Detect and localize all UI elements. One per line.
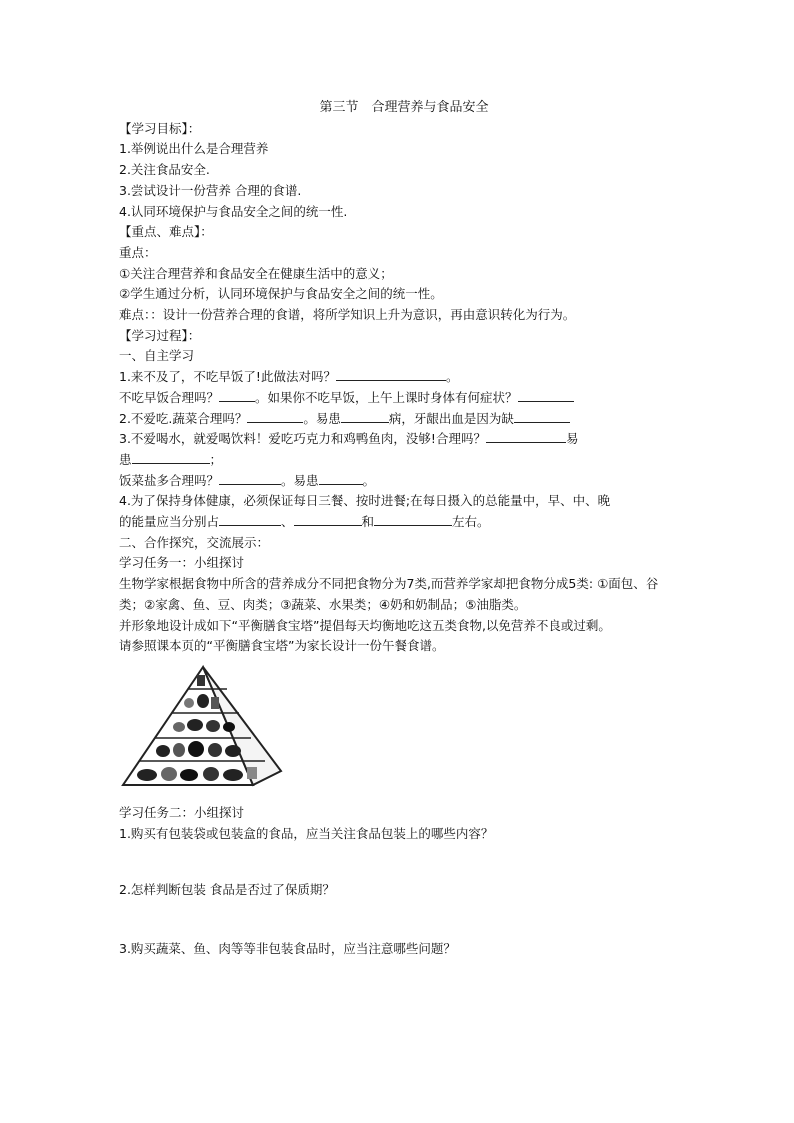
answer-blank[interactable] xyxy=(294,512,362,526)
q3f-text: 。易患 xyxy=(281,472,319,488)
q1c-text: 。如果你不吃早饭，上午上课时身体有何症状？ xyxy=(255,389,518,405)
answer-blank[interactable] xyxy=(132,450,210,464)
q3a-text: 3.不爱喝水，就爱喝饮料！爱吃巧克力和鸡鸭鱼肉，没够!合理吗？ xyxy=(119,431,486,447)
q1-text: 1.来不及了，不吃早饭了!此做法对吗？ xyxy=(119,369,336,385)
key-point-1: ①关注合理营养和食品安全在健康生活中的意义； xyxy=(119,265,393,281)
q2b-text: 。易患 xyxy=(303,410,341,426)
answer-blank[interactable] xyxy=(336,367,446,381)
task-1-paragraph-3: 请参照课本页的“平衡膳食宝塔”为家长设计一份午餐食谱。 xyxy=(119,638,445,654)
answer-blank[interactable] xyxy=(518,388,574,402)
goal-item: 3.尝试设计一份营养 合理的食谱. xyxy=(119,182,302,198)
worksheet-page xyxy=(119,98,679,960)
task-2-question-3: 3.购买蔬菜、鱼、肉等等非包装食品时，应当注意哪些问题？ xyxy=(119,941,456,957)
difficulty-point: 难点：：设计一份营养合理的食谱，将所学知识上升为意识，再由意识转化为行为。 xyxy=(119,307,576,323)
page-title: 第三节 合理营养与食品安全 xyxy=(319,100,489,115)
q2a-text: 2.不爱吃.蔬菜合理吗？ xyxy=(119,410,248,426)
question-1b xyxy=(119,388,679,409)
process-heading: 【学习过程】： xyxy=(119,327,201,343)
answer-blank[interactable] xyxy=(219,388,255,402)
q1-end: 。 xyxy=(445,369,459,385)
answer-blank[interactable] xyxy=(247,409,303,423)
question-3-cont xyxy=(119,450,679,471)
answer-blank[interactable] xyxy=(319,471,363,485)
keypoints-heading: 【重点、难点】： xyxy=(119,224,213,240)
answer-blank[interactable] xyxy=(374,512,452,526)
q3d-text: ； xyxy=(209,451,223,467)
q3g-text: 。 xyxy=(362,472,376,488)
answer-blank[interactable] xyxy=(486,429,566,443)
answer-blank[interactable] xyxy=(219,512,281,526)
question-1 xyxy=(119,367,679,388)
food-pyramid-image xyxy=(121,663,286,795)
task-2-heading: 学习任务二：小组探讨 xyxy=(119,804,245,820)
answer-blank[interactable] xyxy=(341,409,389,423)
goal-item: 2.关注食品安全. xyxy=(119,162,210,178)
q1b-text: 不吃早饭合理吗？ xyxy=(119,389,220,405)
answer-blank[interactable] xyxy=(219,471,281,485)
key-point-2: ②学生通过分析，认同环境保护与食品安全之间的统一性。 xyxy=(119,286,443,302)
key-label: 重点： xyxy=(119,244,157,260)
goal-item: 1.举例说出什么是合理营养 xyxy=(119,141,269,157)
task-1-heading: 学习任务一：小组探讨 xyxy=(119,555,245,571)
q4e-text: 左右。 xyxy=(452,514,490,530)
q3c-text: 患 xyxy=(119,451,132,467)
task-1-paragraph-2: 并形象地设计成如下“平衡膳食宝塔”提倡每天均衡地吃这五类食物,以免营养不良或过剩。 xyxy=(119,617,611,633)
question-2 xyxy=(119,409,679,430)
task-1-paragraph: 生物学家根据食物中所含的营养成分不同把食物分为7类,而营养学家却把食物分成5类: ①面包、谷类；②家禽、鱼、豆、肉类；③蔬菜、水果类；④奶和奶制品；⑤油脂类。 xyxy=(119,576,659,612)
task-2-question-2: 2.怎样判断包装 食品是否过了保质期？ xyxy=(119,882,335,898)
question-4-cont xyxy=(119,512,679,533)
q2c-text: 病，牙龈出血是因为缺 xyxy=(388,410,514,426)
q4d-text: 和 xyxy=(361,514,375,530)
section-cooperation: 二、合作探究，交流展示： xyxy=(119,534,270,550)
question-3b xyxy=(119,471,679,492)
q3e-text: 饭菜盐多合理吗？ xyxy=(119,472,220,488)
goal-item: 4.认同环境保护与食品安全之间的统一性. xyxy=(119,203,348,219)
answer-blank[interactable] xyxy=(514,409,570,423)
q3b-text: 易 xyxy=(565,431,579,447)
question-3 xyxy=(119,429,679,450)
goals-heading: 【学习目标】： xyxy=(119,120,201,136)
question-4: 4.为了保持身体健康，必须保证每日三餐、按时进餐;在每日摄入的总能量中，早、中、晚 xyxy=(119,493,611,509)
task-2-question-1: 1.购买有包装袋或包装盒的食品，应当关注食品包装上的哪些内容？ xyxy=(119,825,494,841)
q4b-text: 的能量应当分别占 xyxy=(119,514,220,530)
section-self-study: 一、自主学习 xyxy=(119,348,195,364)
q4c-text: 、 xyxy=(281,514,294,530)
